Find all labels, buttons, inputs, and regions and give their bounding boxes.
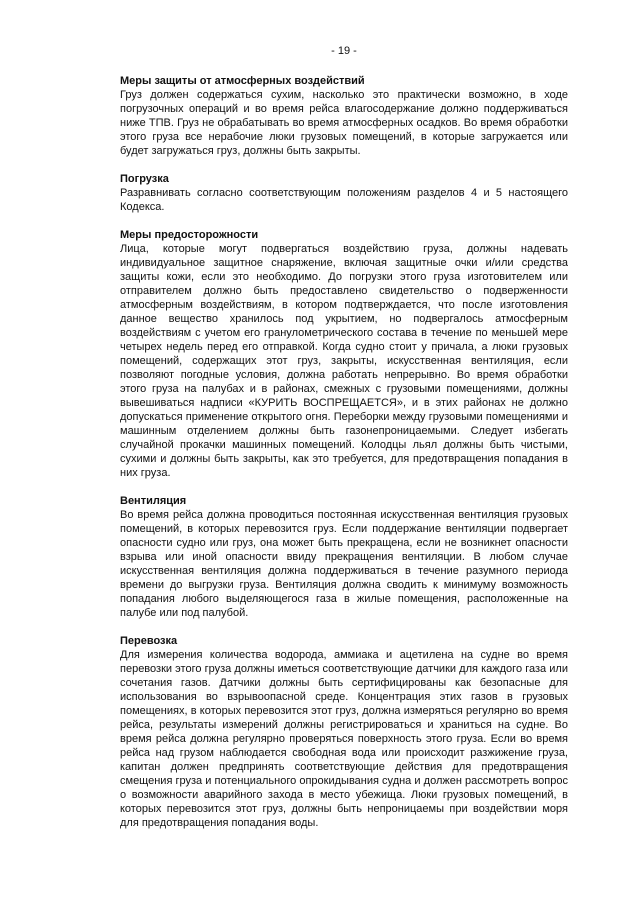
section-weather-precautions — [120, 74, 568, 158]
section-text: Разравнивать согласно соответствующим положениям разделов 4 и 5 настоящего Кодекса. — [120, 187, 568, 213]
section-heading: Меры предосторожности — [120, 229, 259, 241]
section-text: Лица, которые могут подвергаться воздействию груза, должны надевать индивидуальное защитное снаряжение, включая защитные очки и/или средства защиты кожи, если это необходимо. До погрузки этого груза изготовителем или отправителем должно быть предоставлено свидетельство о подверженности атмосферным воздействиям, в котором подтверждается, что после изготовления данное вещество хранилось под укрытием, но подвергалось атмосферным воздействиям с учетом его гранулометрического состава в течение по меньшей мере четырех недель перед его отправкой. Когда судно стоит у причала, а люки грузовых помещений, содержащих этот груз, закрыты, искусственная вентиляция, если позволяют погодные условия, должна работать непрерывно. Во время обработки этого груза на палубах и в районах, смежных с грузовыми помещениями, должны вывешиваться надписи «КУРИТЬ ВОСПРЕЩАЕТСЯ», и в этих районах не должно допускаться применение открытого огня. Переборки между грузовыми помещениями и машинным отделением должны быть газонепроницаемыми. Следует избегать случайной прокачки машинных помещений. Колодцы льял должны быть чистыми, сухими и должны быть закрыты, как это требуется, для предотвращения попадания в них груза. — [120, 243, 568, 479]
section-ventilation — [120, 494, 568, 620]
section-heading: Меры защиты от атмосферных воздействий — [120, 75, 365, 87]
section-loading — [120, 172, 568, 214]
section-precautions — [120, 228, 568, 480]
section-heading: Вентиляция — [120, 495, 187, 507]
section-text: Груз должен содержаться сухим, насколько это практически возможно, в ходе погрузочных операций и во время рейса влагосодержание должно поддерживаться ниже ТПВ. Груз не обрабатывать во время атмосферных осадков. Во время обработки этого груза все нерабочие люки грузовых помещений, в которые загружается или будет загружаться груз, должны быть закрыты. — [120, 89, 568, 157]
document-page — [120, 44, 568, 844]
section-heading: Погрузка — [120, 173, 169, 185]
section-text: Для измерения количества водорода, аммиака и ацетилена на судне во время перевозки этого груза должны иметься соответствующие датчики для каждого газа или сочетания газов. Датчики должны быть сертифицированы как безопасные для использования во взрывоопасной среде. Концентрация этих газов в грузовых помещениях, в которых перевозится этот груз, должна измеряться регулярно во время рейса, результаты измерений должны регистрироваться и храниться на судне. Во время рейса должна регулярно проверяться поверхность этого груза. Если во время рейса над грузом наблюдается свободная вода или происходит разжижение груза, капитан должен предпринять соответствующие действия для предотвращения смещения груза и потенциального опрокидывания судна и должен рассмотреть вопрос о возможности аварийного захода в место убежища. Люки грузовых помещений, в которых перевозится этот груз, должны быть непроницаемы при воздействии моря для предотвращения попадания воды. — [120, 649, 568, 829]
section-carriage — [120, 634, 568, 830]
section-text: Во время рейса должна проводиться постоянная искусственная вентиляция грузовых помещений, в которых перевозится груз. Если поддержание вентиляции подвергает опасности судно или груз, она может быть прекращена, если не возникнет опасности взрыва или иной опасности ввиду прекращения вентиляции. В любом случае искусственная вентиляция должна поддерживаться в течение разумного периода времени до выгрузки груза. Вентиляция должна сводить к минимуму возможность попадания любого выделяющегося газа в жилые помещения, расположенные на палубе или под палубой. — [120, 509, 568, 619]
page-number: - 19 - — [331, 45, 357, 57]
section-heading: Перевозка — [120, 635, 178, 647]
